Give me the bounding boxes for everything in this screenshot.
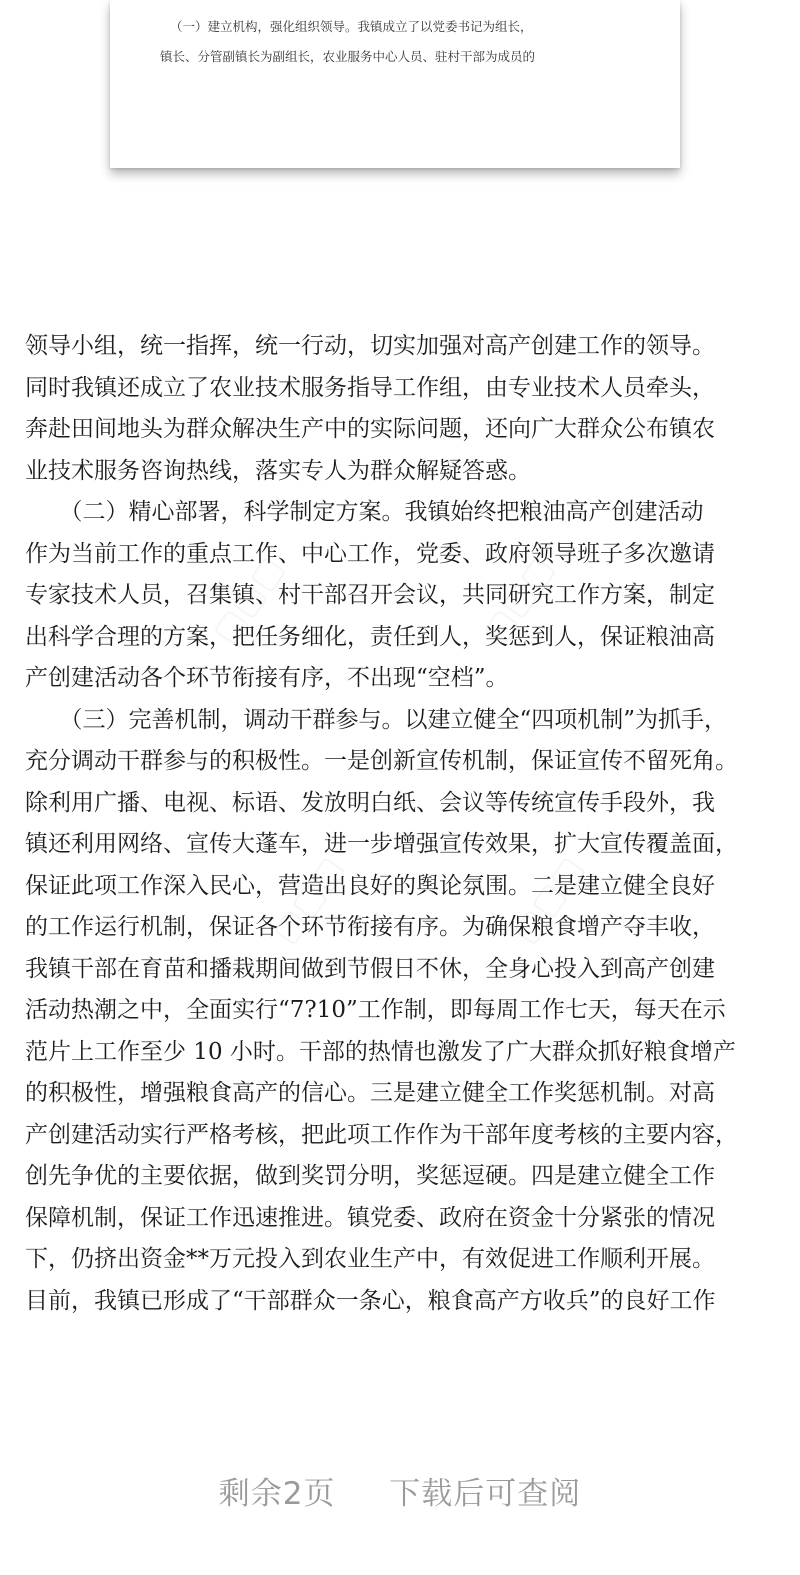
text-line: 活动热潮之中，全面实行“7?10”工作制，即每周工作七天，每天在示	[25, 997, 726, 1023]
document-body	[25, 326, 780, 1322]
text-line: 保障机制，保证工作迅速推进。镇党委、政府在资金十分紧张的情况	[25, 1204, 715, 1231]
text-line: （三）完善机制，调动干群参与。以建立健全“四项机制”为抓手，	[25, 706, 728, 733]
remaining-pages-label: 剩余2页	[218, 1476, 336, 1512]
text-line: 同时我镇还成立了农业技术服务指导工作组，由专业技术人员牵头，	[25, 374, 715, 401]
text-line: 出科学合理的方案，把任务细化，责任到人，奖惩到人，保证粮油高	[25, 623, 715, 650]
text-line: 专家技术人员，召集镇、村干部召开会议，共同研究工作方案，制定	[25, 582, 715, 608]
text-line: 的积极性，增强粮食高产的信心。三是建立健全工作奖惩机制。对高	[25, 1080, 715, 1106]
card-text-line: 镇长、分管副镇长为副组长，农业服务中心人员、驻村干部为成员的	[160, 49, 536, 64]
text-line: 范片上工作至少 10 小时。干部的热情也激发了广大群众抓好粮食增产	[25, 1038, 736, 1065]
card-text-line: （一）建立机构，强化组织领导。我镇成立了以党委书记为组长，	[170, 19, 533, 34]
text-line: 充分调动干群参与的积极性。一是创新宣传机制，保证宣传不留死角。	[25, 748, 738, 774]
download-prompt[interactable]	[0, 1468, 800, 1513]
text-line: 的工作运行机制，保证各个环节衔接有序。为确保粮食增产夺丰收，	[25, 914, 715, 940]
text-line: 创先争优的主要依据，做到奖罚分明，奖惩逗硬。四是建立健全工作	[25, 1163, 715, 1189]
text-line: 保证此项工作深入民心，营造出良好的舆论氛围。二是建立健全良好	[25, 872, 715, 899]
text-line: 产创建活动实行严格考核，把此项工作作为干部年度考核的主要内容，	[25, 1121, 738, 1148]
text-line: 业技术服务咨询热线，落实专人为群众解疑答惑。	[25, 457, 531, 484]
download-hint-label: 下载后可查阅	[389, 1476, 582, 1512]
text-line: 作为当前工作的重点工作、中心工作，党委、政府领导班子多次邀请	[25, 540, 715, 567]
text-line: 产创建活动各个环节衔接有序，不出现“空档”。	[25, 665, 509, 691]
text-line: 除利用广播、电视、标语、发放明白纸、会议等传统宣传手段外，我	[25, 789, 715, 816]
text-line: 奔赴田间地头为群众解决生产中的实际问题，还向广大群众公布镇农	[25, 416, 715, 442]
text-line: 我镇干部在育苗和播栽期间做到节假日不休，全身心投入到高产创建	[25, 955, 715, 982]
text-line: 镇还利用网络、宣传大蓬车，进一步增强宣传效果，扩大宣传覆盖面，	[25, 831, 738, 857]
text-line: 下，仍挤出资金**万元投入到农业生产中，有效促进工作顺利开展。	[25, 1246, 715, 1272]
text-line: 目前，我镇已形成了“干部群众一条心，粮食高产方收兵”的良好工作	[25, 1287, 716, 1314]
text-line: （二）精心部署，科学制定方案。我镇始终把粮油高产创建活动	[25, 499, 704, 525]
page-preview-card	[110, 0, 680, 168]
text-line: 领导小组，统一指挥，统一行动，切实加强对高产创建工作的领导。	[25, 333, 715, 359]
